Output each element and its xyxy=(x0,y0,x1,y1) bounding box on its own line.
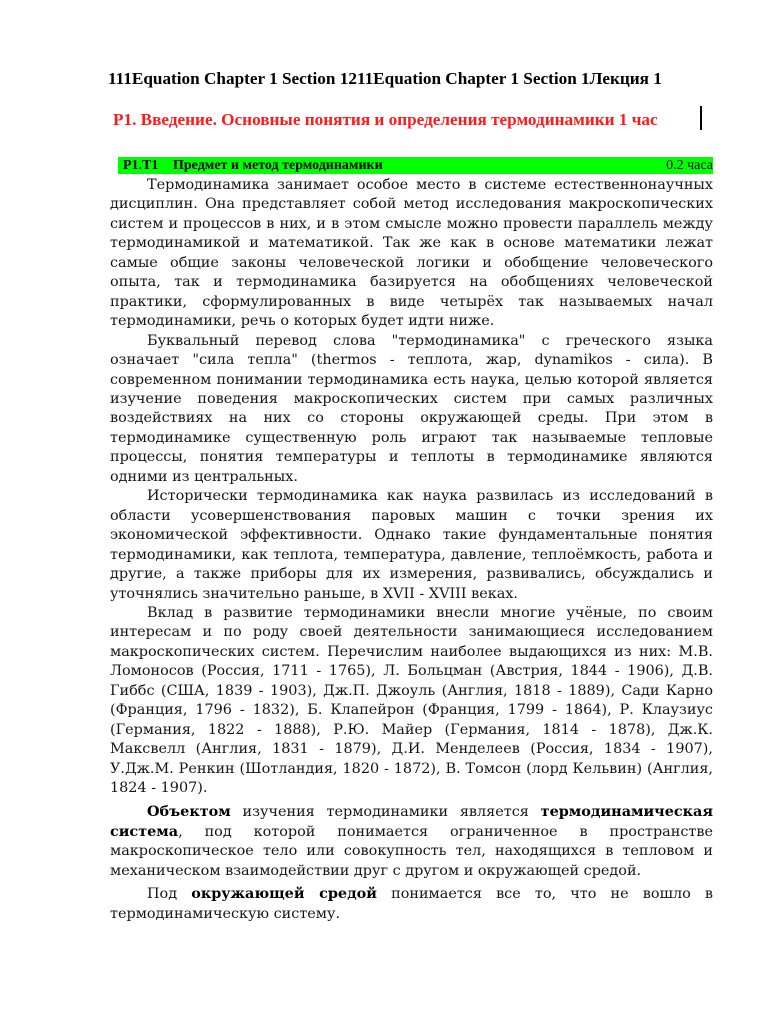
term-thermo-system: термодинамическая система xyxy=(110,802,713,840)
topic-title: Предмет и метод термодинамики xyxy=(173,158,383,173)
topic-banner xyxy=(118,157,713,174)
body-text xyxy=(110,176,713,924)
paragraph-history: Исторически термодинамика как наука развилась из исследований в области усовершенствования паровых машин с точки зрения их экономической эффективности. Однако такие фундаментальные понятия термодинамики, как теплота, температура, давление, теплоёмкость, работа и другие, а также приборы для их измерения, развивались, обсуждались и уточнялись значительно раньше, в XVII - XVIII веках. xyxy=(110,488,713,602)
section-heading: Р1. Введение. Основные понятия и определения термодинамики 1 час xyxy=(113,110,658,129)
text-cursor xyxy=(700,106,702,130)
paragraph-object-text2: , под которой понимается ограниченное в пространстве макроскопическое тело или совокупность тел, находящихся в тепловом и механическом взаимодействии друг с другом и окружающей средой. xyxy=(110,823,713,879)
paragraph-etymology: Буквальный перевод слова "термодинамика" с греческого языка означает "сила тепла" (thermos - теплота, жар, dynamikos - сила). В современном понимании термодинамика есть наука, целью которой является изучение поведения макроскопических систем при самых различных воздействиях на них со стороны окружающей среды. При этом в термодинамике существенную роль играют так называемые тепловые процессы, понятия температуры и теплоты в термодинамике являются одними из центральных. xyxy=(110,332,713,485)
paragraph-environment-text1: Под xyxy=(147,886,192,903)
paragraph-object-text1: изучения термодинамики является xyxy=(230,803,541,820)
paragraph-intro: Термодинамика занимает особое место в системе естественнонаучных дисциплин. Она представляет собой метод исследования макроскопических систем и процессов в них, и в этом смысле можно провести параллель между термодинамикой и математикой. Так же как в основе математики лежат самые общие законы человеческой логики и обобщение человеческого опыта, так и термодинамика базируется на обобщениях человеческой практики, сформулированных в виде четырёх так называемых начал термодинамики, речь о которых будет идти ниже. xyxy=(110,177,713,330)
paragraph-environment-text2: понимается все то, что не вошло в термодинамическую систему. xyxy=(110,886,713,922)
term-object: Объектом xyxy=(147,802,231,820)
paragraph-environment xyxy=(110,884,713,924)
topic-code: Р1.Т1 xyxy=(123,158,159,173)
topic-hours: 0.2 часа xyxy=(666,158,713,173)
equation-chapter-line: 111Equation Chapter 1 Section 1211Equation Chapter 1 Section 1Лекция 1 xyxy=(108,69,662,88)
term-environment: окружающей средой xyxy=(191,885,377,903)
paragraph-scientists: Вклад в развитие термодинамики внесли многие учёные, по своим интересам и по роду своей деятельности занимающиеся исследованием макроскопических систем. Перечислим наиболее выдающихся из них: М.В. Ломоносов (Россия, 1711 - 1765), Л. Больцман (Австрия, 1844 - 1906), Д.В. Гиббс (США, 1839 - 1903), Дж.П. Джоуль (Англия, 1818 - 1889), Сади Карно (Франция, 1796 - 1832), Б. Клапейрон (Франция, 1799 - 1864), Р. Клаузиус (Германия, 1822 - 1888), Р.Ю. Майер (Германия, 1814 - 1878), Дж.К. Максвелл (Англия, 1831 - 1879), Д.И. Менделеев (Россия, 1834 - 1907), У.Дж.М. Ренкин (Шотландия, 1820 - 1872), В. Томсон (лорд Кельвин) (Англия, 1824 - 1907). xyxy=(110,604,713,797)
paragraph-object xyxy=(110,802,713,882)
